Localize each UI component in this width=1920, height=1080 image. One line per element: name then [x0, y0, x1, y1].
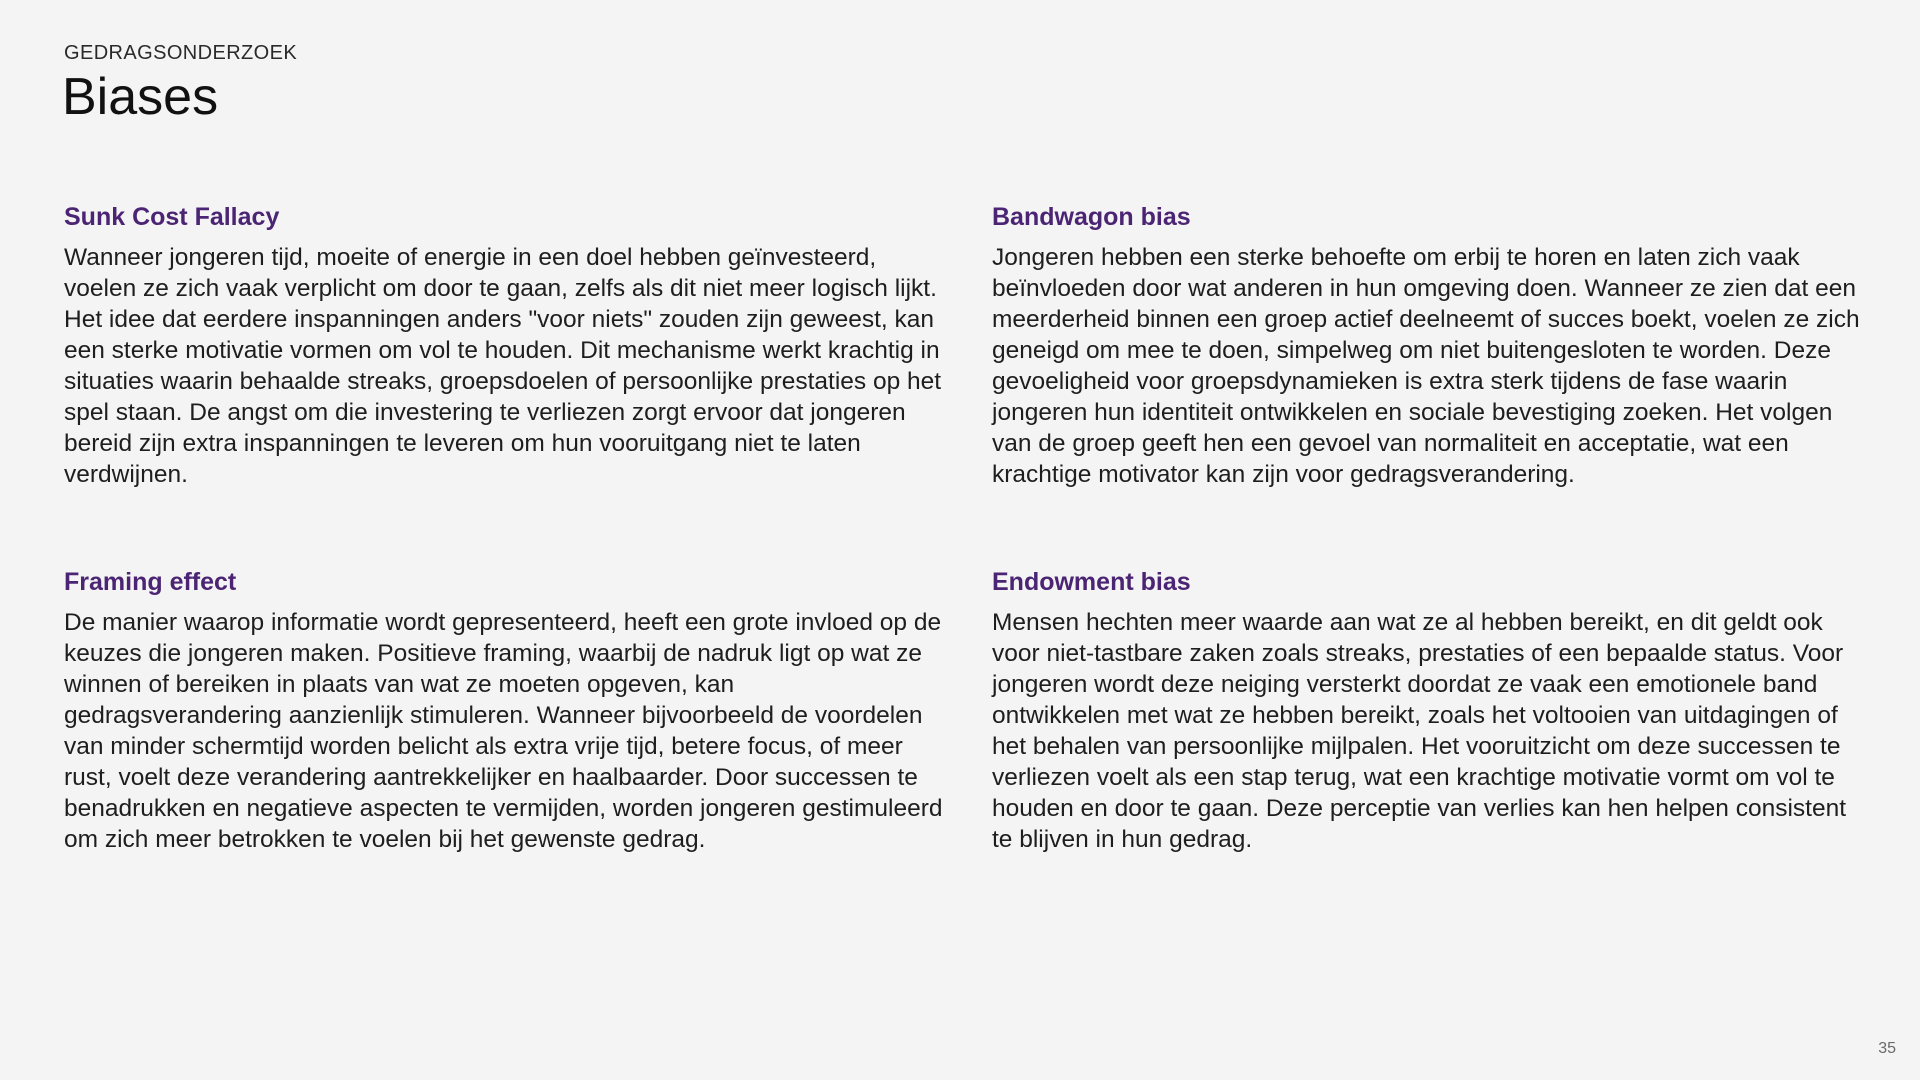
- bias-description: Jongeren hebben een sterke behoefte om erbij te horen en laten zich vaak beïnvloeden door wat anderen in hun omgeving doen. Wanneer ze zien dat een meerderheid binnen een groep actief deelneemt of succes boekt, voelen ze zich geneigd om mee te doen, simpelweg om niet buitengesloten te worden. Deze gevoeligheid voor groepsdynamieken is extra sterk tijdens de fase waarin jongeren hun identiteit ontwikkelen en sociale bevestiging zoeken. Het volgen van de groep geeft hen een gevoel van normaliteit en acceptatie, wat een krachtige motivator kan zijn voor gedragsverandering.: [992, 244, 1860, 488]
- page-title: Biases: [62, 68, 219, 126]
- bias-block-sunk-cost: [64, 202, 944, 490]
- bias-heading: Bandwagon bias: [992, 203, 1191, 231]
- bias-heading: Sunk Cost Fallacy: [64, 203, 280, 231]
- bias-block-framing: [64, 567, 944, 855]
- section-label: GEDRAGSONDERZOEK: [64, 42, 298, 64]
- bias-description: De manier waarop informatie wordt gepresenteerd, heeft een grote invloed op de keuzes die jongeren maken. Positieve framing, waarbij de nadruk ligt op wat ze winnen of bereiken in plaats van wat ze moeten opgeven, kan gedragsverandering aanzienlijk stimuleren. Wanneer bijvoorbeeld de voordelen van minder schermtijd worden belicht als extra vrije tijd, betere focus, of meer rust, voelt deze verandering aantrekkelijker en haalbaarder. Door successen te benadrukken en negatieve aspecten te vermijden, worden jongeren gestimuleerd om zich meer betrokken te voelen bij het gewenste gedrag.: [64, 609, 943, 853]
- bias-description: Mensen hechten meer waarde aan wat ze al hebben bereikt, en dit geldt ook voor niet-tastbare zaken zoals streaks, prestaties of een bepaalde status. Voor jongeren wordt deze neiging versterkt doordat ze vaak een emotionele band ontwikkelen met wat ze hebben bereikt, zoals het voltooien van uitdagingen of het behalen van persoonlijke mijlpalen. Het vooruitzicht om deze successen te verliezen voelt als een stap terug, wat een krachtige motivatie vormt om vol te houden en door te gaan. Deze perceptie van verlies kan hen helpen consistent te blijven in hun gedrag.: [992, 609, 1847, 853]
- bias-description: Wanneer jongeren tijd, moeite of energie in een doel hebben geïnvesteerd, voelen ze zich vaak verplicht om door te gaan, zelfs als dit niet meer logisch lijkt. Het idee dat eerdere inspanningen anders "voor niets" zouden zijn geweest, kan een sterke motivatie vormen om vol te houden. Dit mechanisme werkt krachtig in situaties waarin behaalde streaks, groepsdoelen of persoonlijke prestaties op het spel staan. De angst om die investering te verliezen zorgt ervoor dat jongeren bereid zijn extra inspanningen te leveren om hun vooruitgang niet te laten verdwijnen.: [64, 244, 942, 488]
- bias-block-bandwagon: [992, 202, 1872, 490]
- page-number: 35: [1878, 1040, 1896, 1057]
- bias-block-endowment: [992, 567, 1872, 855]
- bias-heading: Endowment bias: [992, 568, 1191, 596]
- bias-heading: Framing effect: [64, 568, 237, 596]
